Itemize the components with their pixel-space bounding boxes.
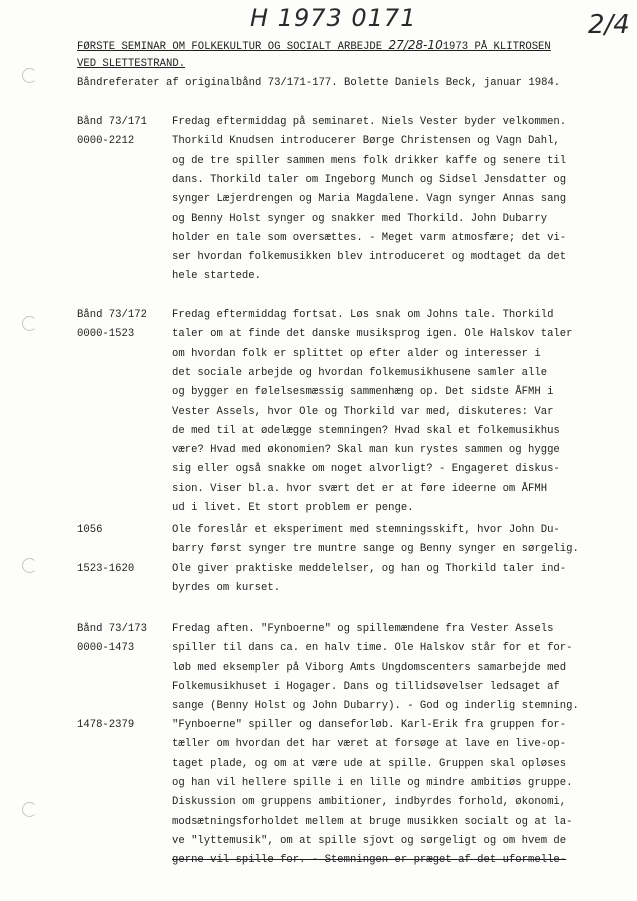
text-line: og de tre spiller sammen mens folk drikker kaffe og senere til: [172, 154, 567, 167]
text-line: og bygger en følelsesmæssig sammenhæng op. Det sidste ÅFMH i: [172, 386, 554, 399]
text-line: Thorkild Knudsen introducerer Børge Christensen og Vagn Dahl,: [172, 135, 560, 148]
text-line: holder en tale som oversættes. - Meget varm atmosfære; det vi-: [172, 231, 567, 244]
text-line: dans. Thorkild taler om Ingeborg Munch og Sidsel Jensdatter og: [172, 173, 567, 186]
text-line: Folkemusikhuset i Hogager. Dans og tillidsøvelser ledsaget af: [172, 680, 560, 693]
text-line: løb med eksempler på Viborg Amts Ungdomscenters samarbejde med: [172, 661, 567, 674]
section-label: Bånd 73/173: [77, 623, 147, 635]
handwritten-archive-number: H 1973 0171: [250, 4, 417, 32]
punch-hole-3: [22, 558, 37, 573]
section-label: 0000-1523: [77, 328, 135, 341]
punch-hole-4: [22, 802, 37, 817]
document-title-line-2: VED SLETTESTRAND.: [77, 58, 186, 70]
text-line: det sociale arbejde og hvordan folkemusikhusene samler alle: [172, 366, 548, 379]
text-line: være? Hvad med økonomien? Skal man kun rystes sammen og hygge: [172, 444, 560, 457]
punch-hole-2: [22, 316, 37, 331]
text-line: og Benny Holst synger og snakker med Thorkild. John Dubarry: [172, 212, 548, 225]
text-line: ve "lyttemusik", om at spille sjovt og sørgeligt og om hvem de: [172, 834, 567, 847]
section-label: 1523-1620: [77, 563, 135, 575]
text-line: ud i livet. Et stort problem er penge.: [172, 502, 414, 514]
text-line: Fredag aften. "Fynboerne" og spillemændene fra Vester Assels: [172, 623, 554, 635]
text-line: hele startede.: [172, 270, 262, 283]
text-line: taler om at finde det danske musiksprog igen. Ole Halskov taler: [172, 328, 573, 341]
text-line: sange (Benny Holst og John Dubarry). - God og inderlig stemning.: [172, 700, 579, 713]
text-line: spiller til dans ca. en halv time. Ole Halskov står for et for-: [172, 642, 573, 655]
text-line: sig eller også snakke om noget alvorligt? - Engageret diskus-: [172, 463, 560, 476]
text-line: ser hvordan folkemusikken blev introduceret og modtaget da det: [172, 251, 567, 264]
section-label: Bånd 73/172: [77, 309, 147, 321]
text-line: gerne vil spille for. - Stemningen er præget af det uformelle-: [172, 854, 567, 867]
section-label: Bånd 73/171: [77, 116, 147, 128]
text-line: tæller om hvordan det har været at forsøge at lave en live-op-: [172, 738, 567, 751]
text-line: sion. Viser bl.a. hvor svært det er at føre ideerne om ÅFMH: [172, 482, 548, 495]
section-label: 1478-2379: [77, 719, 135, 731]
handwritten-dates: 27/28-10: [388, 38, 443, 52]
section-label: 1056: [77, 524, 103, 536]
text-line: Fredag eftermiddag fortsat. Løs snak om Johns tale. Thorkild: [172, 309, 554, 321]
text-line: og han vil hellere spille i en lille og mindre ambitiøs gruppe.: [172, 776, 573, 789]
text-line: Diskussion om gruppens ambitioner, indbyrdes forhold, økonomi,: [172, 796, 567, 809]
text-line: de med til at ødelægge stemningen? Hvad skal et folkemusikhus: [172, 424, 560, 437]
text-line: om hvordan folk er splittet op efter alder og interesser i: [172, 347, 541, 360]
text-line: taget plade, og om at være ude at spille. Gruppen skal opløses: [172, 757, 567, 770]
section-label: 0000-1473: [77, 642, 135, 655]
text-line: synger Læjerdrengen og Maria Magdalene. Vagn synger Annas sang: [172, 193, 567, 206]
document-title-line-1: FØRSTE SEMINAR OM FOLKEKULTUR OG SOCIALT ARBEJDE 27/28-101973 PÅ KLITROSEN: [77, 38, 551, 53]
section-label: 0000-2212: [77, 135, 135, 148]
text-line: Fredag eftermiddag på seminaret. Niels Vester byder velkommen.: [172, 116, 567, 128]
text-line: "Fynboerne" spiller og danseforløb. Karl-Erik fra gruppen for-: [172, 719, 567, 731]
text-line: Ole foreslår et eksperiment med stemningsskift, hvor John Du-: [172, 524, 560, 536]
punch-hole-1: [22, 68, 37, 83]
text-line: byrdes om kurset.: [172, 582, 281, 595]
text-line: barry først synger tre muntre sange og Benny synger en sørgelig.: [172, 543, 579, 556]
document-subtitle: Båndreferater af originalbånd 73/171-177. Bolette Daniels Beck, januar 1984.: [77, 77, 561, 89]
handwritten-page-mark: 2/4: [588, 10, 630, 40]
text-line: modsætningsforholdet mellem at bruge musikken socialt og at la-: [172, 815, 573, 828]
text-line: Ole giver praktiske meddelelser, og han og Thorkild taler ind-: [172, 563, 567, 575]
text-line: Vester Assels, hvor Ole og Thorkild var med, diskuteres: Var: [172, 405, 554, 418]
